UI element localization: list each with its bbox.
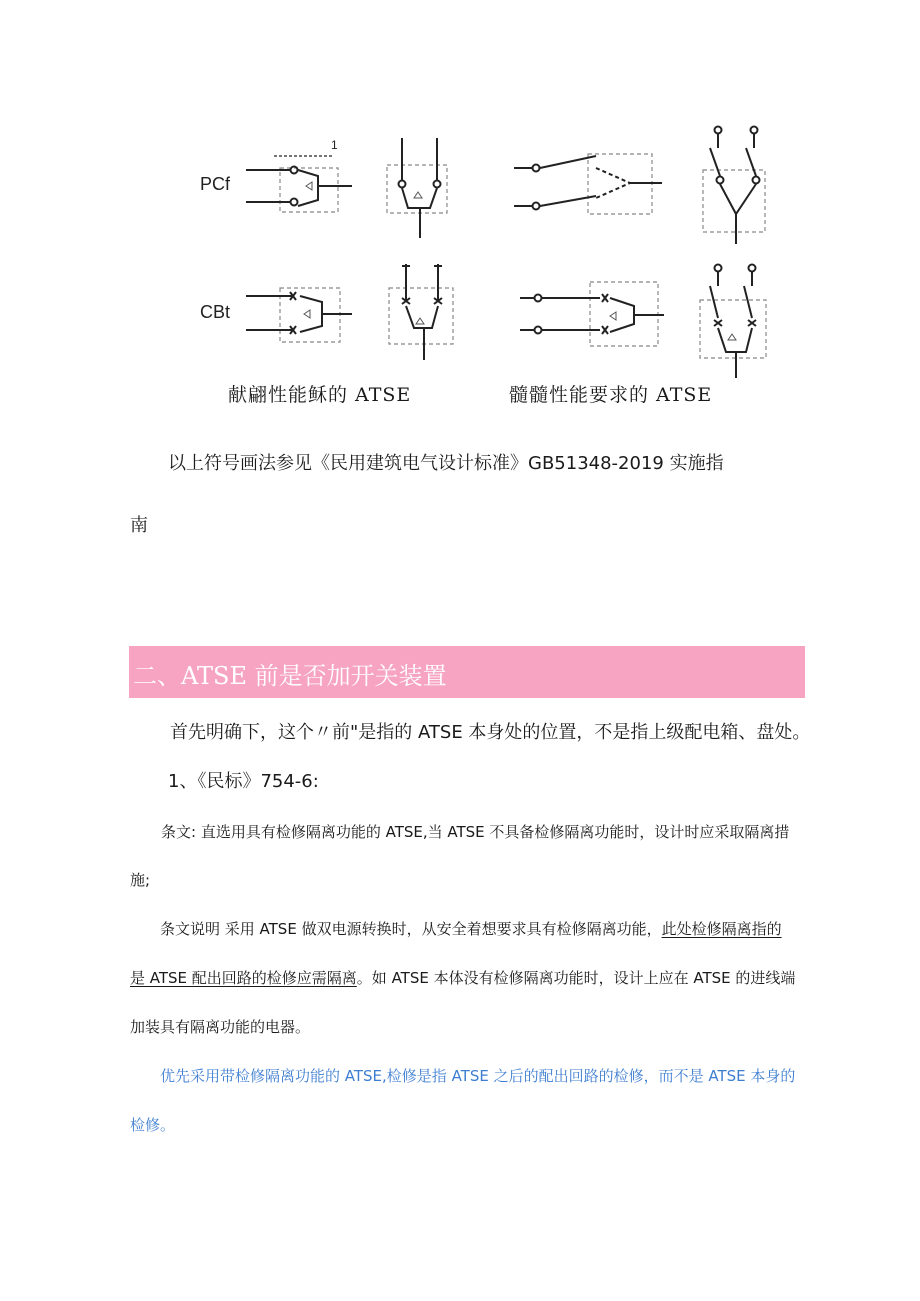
row-label-pc: PCf xyxy=(200,174,231,194)
explanation-underlined-1: 此处检修隔离指的 xyxy=(661,920,782,938)
note-line-2: 检修。 xyxy=(130,1116,176,1134)
symbol-pc-vertical-y xyxy=(703,127,765,245)
section-heading: 二、ATSE 前是否加开关装置 xyxy=(133,662,447,690)
reference-line-2: 南 xyxy=(130,515,148,536)
explanation-line-1 xyxy=(160,918,782,940)
clause-line-1: 条文: 直选用具有检修隔离功能的 ATSE,当 ATSE 不具备检修隔离功能时，设计时应采取隔离措 xyxy=(161,823,790,841)
clause-line-2: 施; xyxy=(130,871,151,889)
annotation-one: 1 xyxy=(331,138,338,152)
reference-line-1: 以上符号画法参见《民用建筑电气设计标准》GB51348-2019 实施指 xyxy=(168,453,724,474)
atse-symbol-figure xyxy=(0,0,920,420)
symbol-cb-horizontal-right xyxy=(520,282,664,346)
row-label-cb: CBt xyxy=(200,302,231,322)
clarify-paragraph: 首先明确下，这个〃前"是指的 ATSE 本身处的位置，不是指上级配电箱、盘处。 xyxy=(170,722,811,743)
explanation-line-3: 加装具有隔离功能的电器。 xyxy=(130,1018,311,1036)
item-heading: 1、《民标》754-6: xyxy=(168,771,319,792)
symbol-pc-horizontal xyxy=(246,156,352,212)
figure-caption-left: 献翩性能稣的 ATSE xyxy=(228,384,412,406)
explanation-line-2-text: 。如 ATSE 本体没有检修隔离功能时，设计上应在 ATSE 的进线端 xyxy=(356,969,796,987)
figure-caption-right: 髓髓性能要求的 ATSE xyxy=(509,384,713,406)
symbol-cb-vertical-right xyxy=(700,265,766,379)
explanation-line-2 xyxy=(130,967,795,989)
note-line-1: 优先采用带检修隔离功能的 ATSE,检修是指 ATSE 之后的配出回路的检修，而不是 ATSE 本身的 xyxy=(160,1067,796,1085)
explanation-line-1-text: 条文说明 采用 ATSE 做双电源转换时，从安全着想要求具有检修隔离功能， xyxy=(160,920,662,938)
symbol-pc-horizontal-y xyxy=(514,154,662,214)
symbol-cb-horizontal xyxy=(246,288,352,342)
explanation-underlined-2: 是 ATSE 配出回路的检修应需隔离 xyxy=(130,969,357,987)
symbol-cb-vertical xyxy=(389,264,453,360)
symbol-pc-vertical xyxy=(387,138,447,238)
